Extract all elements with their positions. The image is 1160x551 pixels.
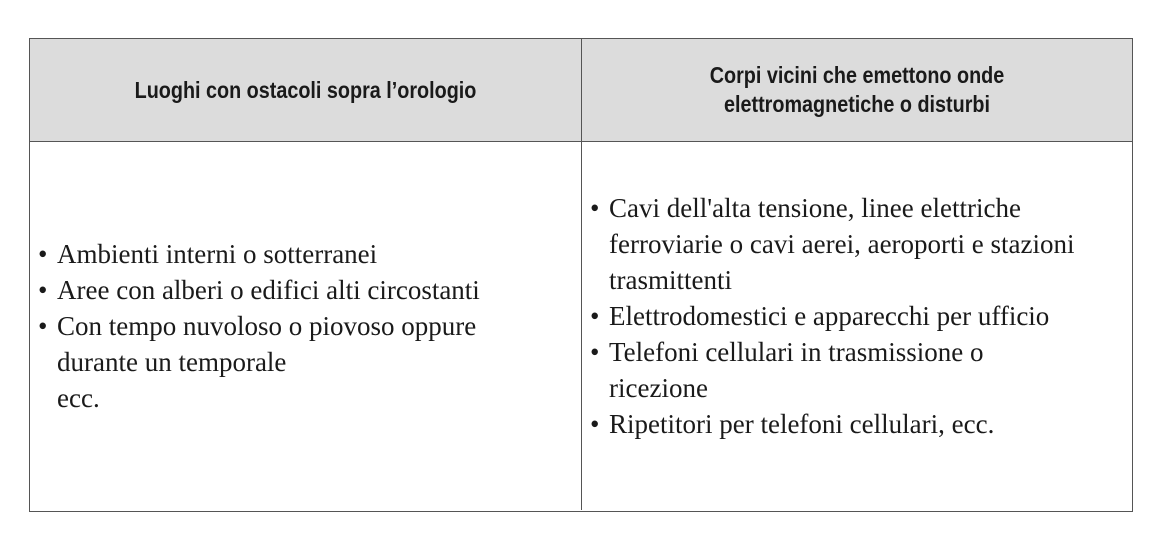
- bullet-icon: •: [590, 409, 600, 439]
- header-line: Luoghi con ostacoli sopra l’orologio: [134, 76, 477, 103]
- bullet-icon: •: [38, 239, 48, 269]
- body-cell-interference: [582, 142, 1132, 510]
- header-line: elettromagnetiche o disturbi: [724, 91, 990, 117]
- list-item-text: Cavi dell'alta tensione, linee elettriche ferroviarie o cavi aerei, aeroporti e stazioni trasmittenti: [609, 193, 1075, 295]
- header-text-obstacles: [69, 76, 543, 105]
- body-cell-obstacles: [30, 142, 582, 510]
- header-text-interference: [621, 61, 1094, 119]
- header-cell-obstacles: [30, 39, 582, 141]
- obstacles-content: [38, 236, 537, 416]
- list-item-text: Aree con alberi o edifici alti circostanti: [57, 275, 480, 305]
- info-table: [29, 38, 1133, 512]
- bullet-icon: •: [590, 301, 600, 331]
- interference-list: [590, 190, 1126, 442]
- header-line: Corpi vicini che emettono onde: [709, 62, 1005, 88]
- header-cell-interference: [582, 39, 1132, 141]
- bullet-icon: •: [590, 337, 600, 367]
- trailing-text: ecc.: [57, 383, 100, 413]
- list-item-text: Ripetitori per telefoni cellulari, ecc.: [609, 409, 995, 439]
- list-item: [38, 272, 537, 308]
- list-item: [590, 190, 1126, 298]
- obstacles-list: [38, 236, 537, 380]
- list-item: [590, 334, 1039, 406]
- list-item: [590, 406, 1126, 442]
- bullet-icon: •: [590, 193, 600, 223]
- list-item: [38, 308, 537, 380]
- bullet-icon: •: [38, 311, 48, 341]
- list-item: [38, 236, 537, 272]
- list-item-text: Con tempo nuvoloso o piovoso oppure durante un temporale: [57, 311, 477, 377]
- list-item: [590, 298, 1126, 334]
- list-item-text: Telefoni cellulari in trasmissione o ricezione: [609, 337, 984, 403]
- table-header-row: [30, 39, 1132, 142]
- list-item-text: Ambienti interni o sotterranei: [57, 239, 378, 269]
- list-item-text: Elettrodomestici e apparecchi per ufficio: [609, 301, 1050, 331]
- table-body-row: [30, 142, 1132, 510]
- bullet-icon: •: [38, 275, 48, 305]
